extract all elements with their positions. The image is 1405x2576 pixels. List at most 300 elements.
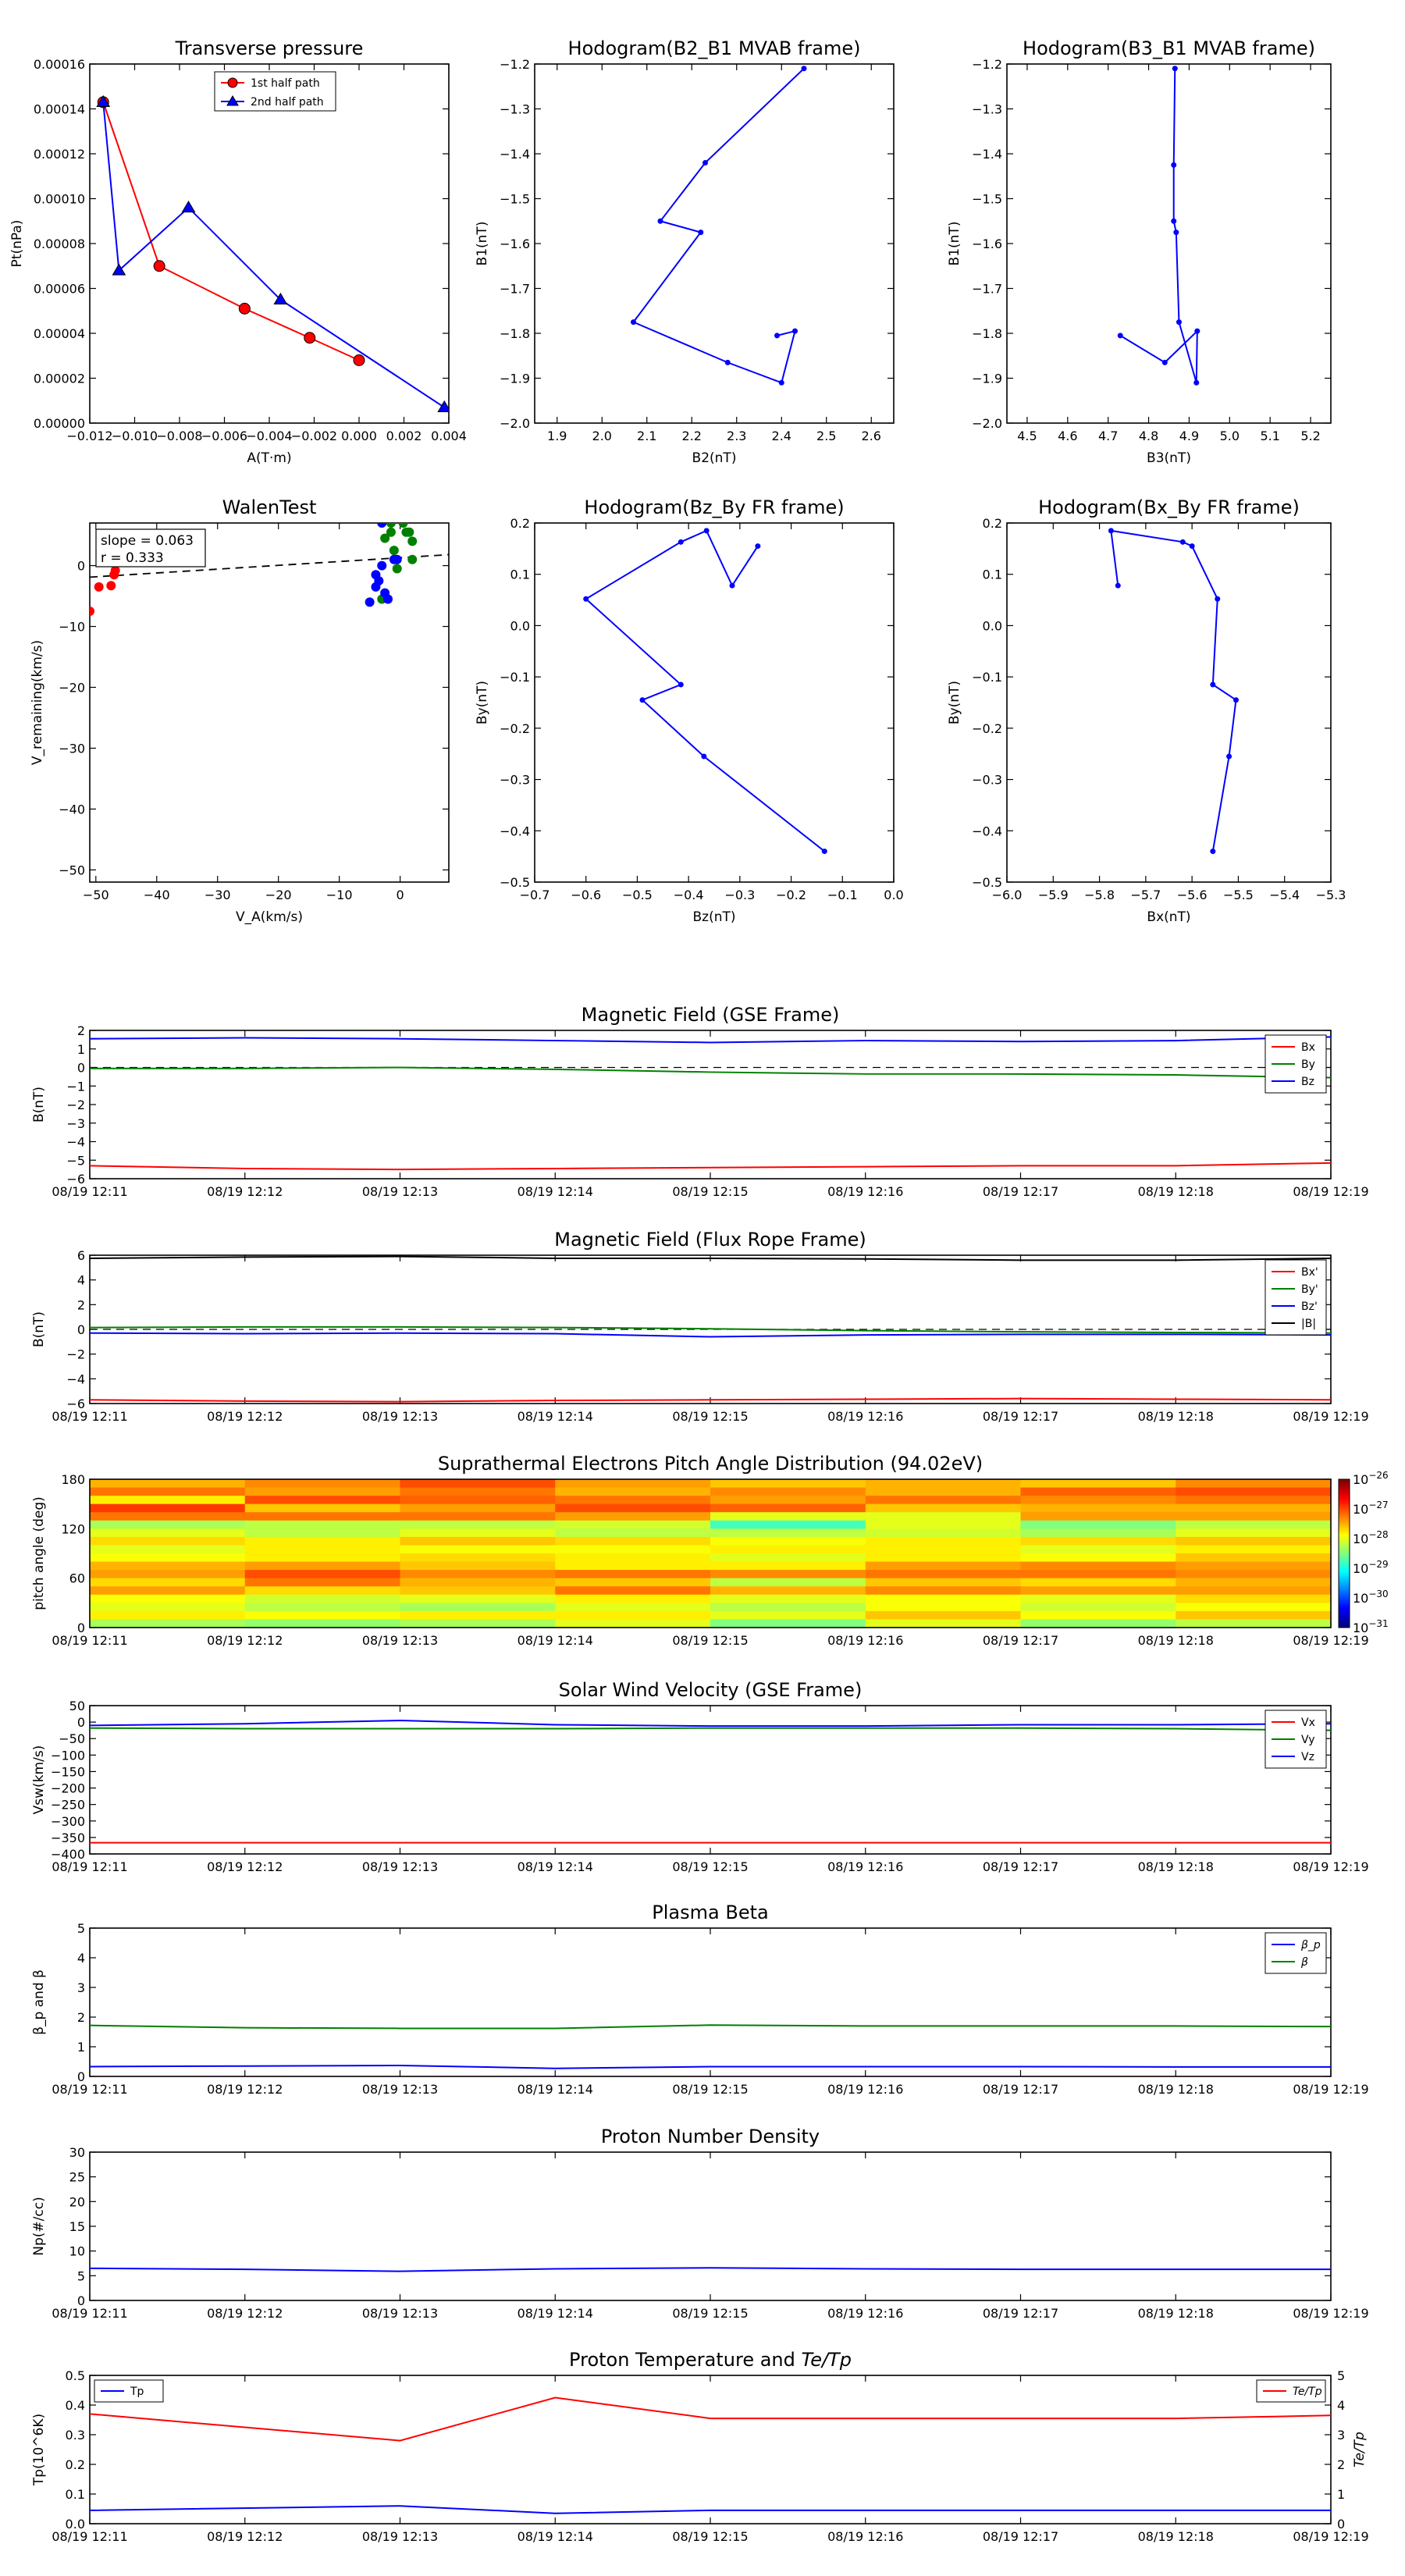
heatmap-cell [1021,1528,1176,1537]
y-axis-label: B(nT) [31,1086,47,1123]
colorbar-step [1339,1564,1350,1567]
colorbar-step [1339,1532,1350,1535]
colorbar-step [1339,1492,1350,1495]
plot-area [90,2398,1331,2514]
y-tick-label: −0.1 [500,670,530,685]
colorbar-step [1339,1494,1350,1497]
data-point [1194,329,1200,334]
y-tick-label: 180 [61,1472,85,1487]
x-tick-label: −0.002 [290,429,338,443]
heatmap-cell [90,1586,245,1595]
x-tick-label: 2.2 [681,429,702,443]
y-tick-label: 4 [76,1951,85,1966]
y-tick-label: −250 [51,1797,85,1813]
y-tick-label: −50 [59,863,85,878]
y-tick-label: −0.2 [972,720,1002,736]
chart-title: Suprathermal Electrons Pitch Angle Distribution (94.02eV) [437,1453,984,1475]
heatmap-cell [866,1570,1021,1578]
heatmap-cell [555,1537,710,1546]
x-tick-label: 5.1 [1260,429,1280,443]
series-line [90,1720,1331,1726]
colorbar-step [1339,1561,1350,1564]
y2-axis-label: Te/Tp [1352,2432,1368,2467]
heatmap-cell [1176,1528,1331,1537]
legend [1265,1933,1326,1973]
y-tick-label: −3 [66,1115,85,1131]
colorbar-step [1339,1558,1350,1561]
x-tick-label: 08/19 12:12 [207,2306,283,2321]
y-tick-label: 1 [76,1041,85,1057]
data-point [365,597,375,607]
heatmap-cell [1021,1603,1176,1611]
series-line [586,531,825,852]
colorbar-step [1339,1484,1350,1487]
heatmap-cell [866,1553,1021,1562]
heatmap-cell [1176,1595,1331,1603]
heatmap-cell [245,1537,400,1546]
x-tick-label: 08/19 12:11 [52,1859,128,1874]
y-tick-label: 2 [76,1023,85,1038]
heatmap-cell [1176,1496,1331,1504]
plot-area [90,2268,1331,2271]
chart-title: Magnetic Field (GSE Frame) [581,1004,840,1026]
chart-title: Solar Wind Velocity (GSE Frame) [558,1679,863,1701]
y-tick-label: 0.0 [65,2517,85,2532]
colorbar-step [1339,1514,1350,1517]
x-tick-label: 08/19 12:18 [1137,1633,1214,1648]
y-tick-label: −5 [66,1153,85,1169]
y-tick-label: −1.5 [500,191,530,207]
heatmap-cell [1021,1537,1176,1546]
y2-tick-label: 2 [1337,2457,1346,2472]
y-tick-label: 0.1 [510,567,530,582]
x-tick-label: 08/19 12:19 [1293,2306,1369,2321]
legend-label: Vx [1301,1717,1315,1729]
data-point [85,607,94,616]
legend [1265,1710,1326,1768]
series-line [90,2506,1331,2514]
y-tick-label: 0.1 [982,567,1002,582]
x-tick-label: 08/19 12:17 [982,1409,1059,1424]
heatmap-cell [555,1619,710,1628]
x-tick-label: 08/19 12:11 [52,2082,128,2097]
y-tick-label: −400 [51,1847,85,1862]
series-line [90,2268,1331,2271]
x-tick-label: 08/19 12:11 [52,1633,128,1648]
y-tick-label: −1.4 [972,147,1002,162]
colorbar-step [1339,1615,1350,1618]
x-axis-label: V_A(km/s) [235,909,304,925]
colorbar-step [1339,1511,1350,1514]
heatmap-cell [1021,1545,1176,1553]
plot-area [90,1037,1331,1169]
heatmap-cell [866,1488,1021,1496]
colorbar-step [1339,1581,1350,1584]
data-point [1190,543,1195,549]
x-tick-label: 0.0 [884,888,904,902]
colorbar-step [1339,1568,1350,1571]
colorbar-step [1339,1623,1350,1626]
heatmap-cell [1021,1553,1176,1562]
heatmap-cell [400,1619,556,1628]
heatmap-cell [555,1570,710,1578]
x-tick-label: 08/19 12:13 [361,1409,439,1424]
plot-frame [90,523,449,882]
y-tick-label: −1.6 [500,237,530,251]
x-tick-label: 08/19 12:18 [1137,2082,1214,2097]
x-tick-label: 5.2 [1300,429,1321,443]
y-tick-label: 0.00004 [33,326,85,341]
y-tick-label: 2 [76,1297,85,1313]
y-tick-label: −0.4 [972,824,1002,839]
chart-panel-3 [30,496,449,925]
x-tick-label: −5.3 [1315,888,1346,902]
y-tick-label: −6 [66,1172,85,1187]
plot-area [1118,66,1200,386]
heatmap-cell [90,1553,245,1562]
data-point [1171,219,1176,224]
heatmap-cell [1176,1504,1331,1513]
x-axis-label: Bx(nT) [1147,909,1191,925]
plot-frame [535,64,894,423]
data-point [239,303,250,314]
x-tick-label: 08/19 12:12 [207,2529,283,2544]
heatmap-cell [1021,1619,1176,1628]
y-tick-label: 0.00002 [33,371,85,386]
series-line [103,102,444,407]
heatmap-cell [245,1562,400,1571]
data-point [354,355,365,366]
legend-label: Te/Tp [1293,2386,1322,2398]
x-tick-label: 08/19 12:17 [982,2306,1059,2321]
y-axis-label: Vsw(km/s) [31,1745,47,1815]
y-tick-label: 0 [76,558,85,574]
heatmap-cell [400,1578,556,1587]
chart-title: Hodogram(Bz_By FR frame) [584,496,845,518]
x-tick-label: 08/19 12:16 [827,1633,904,1648]
legend-label: Bz [1301,1076,1314,1088]
series-line [90,1163,1331,1169]
x-tick-label: 08/19 12:18 [1137,2306,1214,2321]
y-tick-label: 0.00000 [33,416,85,431]
x-tick-label: 08/19 12:11 [52,2306,128,2321]
y-tick-label: 0.0 [982,618,1002,634]
data-point [725,360,731,365]
chart-panel-9 [31,1679,1369,1874]
y-tick-label: −1 [66,1079,85,1094]
y-tick-label: 0.00012 [33,147,85,162]
y-tick-label: 0.5 [65,2368,85,2383]
heatmap-cell [245,1521,400,1529]
heatmap-cell [555,1496,710,1504]
legend-label: Bx [1301,1041,1315,1054]
y2-tick-label: 1 [1337,2487,1346,2502]
x-tick-label: 08/19 12:16 [827,1184,904,1199]
heatmap-cell [1176,1521,1331,1529]
y-tick-label: 0.2 [982,516,1002,531]
y-tick-label: −30 [59,741,85,756]
heatmap-cell [710,1603,866,1611]
x-tick-label: −0.008 [156,429,203,443]
data-point [631,319,636,325]
x-tick-label: 08/19 12:19 [1293,1409,1369,1424]
data-point [380,533,389,543]
y-tick-label: −150 [51,1764,85,1780]
x-tick-label: −40 [143,888,170,902]
colorbar-step [1339,1528,1350,1532]
x-tick-label: 08/19 12:11 [52,1409,128,1424]
heatmap-cell [555,1504,710,1513]
y-tick-label: 120 [61,1521,85,1537]
x-tick-label: 08/19 12:18 [1137,2529,1214,2544]
data-point [407,536,417,546]
y-tick-label: 3 [76,1980,85,1995]
colorbar-step [1339,1521,1350,1525]
data-point [640,697,646,703]
data-point [383,594,393,603]
y-axis-label: Pt(nPa) [9,219,25,268]
heatmap-cell [1021,1595,1176,1603]
heatmap-cell [400,1595,556,1603]
heatmap-cell [555,1512,710,1521]
x-tick-label: 08/19 12:12 [207,1859,283,1874]
data-point [386,518,396,528]
y-tick-label: −1.5 [972,191,1002,207]
y-tick-label: −0.3 [972,772,1002,788]
plot-frame [90,1928,1331,2076]
x-tick-label: 08/19 12:11 [52,2529,128,2544]
x-tick-label: 08/19 12:17 [982,2529,1059,2544]
colorbar-step [1339,1610,1350,1614]
heatmap-cell [710,1479,866,1488]
heatmap-cell [1021,1512,1176,1521]
x-tick-label: 4.6 [1058,429,1078,443]
y-tick-label: 0.00008 [33,237,85,251]
chart-panel-2 [947,37,1331,466]
heatmap-cell [555,1578,710,1587]
y-tick-label: −4 [66,1372,85,1387]
chart-panel-5 [947,496,1346,925]
x-tick-label: 08/19 12:11 [52,1184,128,1199]
heatmap-cell [866,1595,1021,1603]
chart-title: WalenTest [222,496,317,518]
y-tick-label: −1.8 [500,326,530,341]
series-line [90,2025,1331,2028]
y-tick-label: 0 [76,1621,85,1635]
colorbar-step [1339,1596,1350,1599]
data-point [802,66,807,71]
colorbar-step [1339,1591,1350,1594]
data-point [702,160,708,165]
x-tick-label: 5.0 [1219,429,1240,443]
legend-label: 1st half path [251,77,320,90]
heatmap-cell [245,1528,400,1537]
y-tick-label: 0 [76,1322,85,1337]
data-point [678,682,684,688]
x-tick-label: 2.6 [861,429,881,443]
heatmap-cell [245,1488,400,1496]
heatmap-cell [245,1553,400,1562]
heatmap-cell [90,1595,245,1603]
colorbar-step [1339,1519,1350,1522]
chart-panel-10 [31,1902,1369,2097]
chart-panel-4 [475,496,904,925]
x-tick-label: 08/19 12:13 [361,2082,439,2097]
heatmap-cell [90,1521,245,1529]
plot-area [631,66,807,386]
y-tick-label: −0.4 [500,824,530,839]
y-tick-label: 6 [76,1248,85,1263]
colorbar-step [1339,1541,1350,1544]
x-tick-label: 08/19 12:16 [827,2529,904,2544]
x-tick-label: −10 [325,888,353,902]
plot-area [90,1257,1331,1402]
heatmap-cell [400,1496,556,1504]
data-point [1118,333,1123,338]
colorbar-tick-label: $10^{-29}$ [1353,1559,1389,1576]
series-line [90,1327,1331,1333]
colorbar-step [1339,1507,1350,1510]
data-point [774,333,780,338]
x-tick-label: −5.4 [1269,888,1300,902]
colorbar-step [1339,1588,1350,1591]
data-point [704,528,710,533]
y-tick-label: −100 [51,1748,85,1763]
x-tick-label: −0.3 [724,888,756,902]
x-tick-label: −0.5 [621,888,653,902]
x-tick-label: −50 [82,888,109,902]
heatmap-cell [90,1528,245,1537]
y-tick-label: −2 [66,1098,85,1112]
data-point [730,583,735,589]
colorbar-step [1339,1621,1350,1624]
data-point [698,229,703,235]
y-axis-label: β_p and β [31,1969,47,2035]
x-tick-label: 08/19 12:14 [517,1633,593,1648]
y-tick-label: 0.00010 [33,191,85,207]
colorbar-step [1339,1534,1350,1537]
heatmap-cell [90,1537,245,1546]
x-tick-label: −5.9 [1037,888,1069,902]
data-point [678,539,684,545]
heatmap-cell [400,1512,556,1521]
x-tick-label: 0.000 [341,429,377,443]
heatmap-cell [1176,1611,1331,1620]
legend-label: By [1301,1059,1315,1071]
y-tick-label: 0.2 [65,2457,85,2472]
y-tick-label: 25 [69,2169,85,2185]
chart-title: Plasma Beta [652,1902,769,1923]
annotation-text: slope = 0.063 [101,533,194,549]
heatmap-cell [90,1479,245,1488]
heatmap-cell [555,1528,710,1537]
data-point [1180,539,1186,545]
y-tick-label: 60 [69,1571,85,1586]
heatmap-cell [866,1562,1021,1571]
x-axis-label: A(T·m) [247,450,292,466]
colorbar-step [1339,1598,1350,1601]
plot-frame [1007,523,1331,882]
y-tick-label: 1 [76,2040,85,2055]
x-tick-label: 08/19 12:12 [207,1633,283,1648]
heatmap-cell [90,1611,245,1620]
heatmap-cell [866,1586,1021,1595]
colorbar-exponent: −30 [1368,1589,1389,1599]
y-tick-label: 5 [76,1921,85,1936]
colorbar-step [1339,1526,1350,1529]
x-tick-label: 08/19 12:12 [207,2082,283,2097]
heatmap-cell [400,1488,556,1496]
heatmap-cell [1021,1578,1176,1587]
x-tick-label: −0.006 [201,429,248,443]
x-tick-label: 08/19 12:19 [1293,1859,1369,1874]
heatmap-cell [1176,1479,1331,1488]
x-tick-label: −20 [265,888,292,902]
colorbar-step [1339,1613,1350,1616]
heatmap-cell [1176,1488,1331,1496]
x-tick-label: 08/19 12:14 [517,2082,593,2097]
y-tick-label: 0 [76,1715,85,1731]
x-tick-label: 08/19 12:15 [672,1633,749,1648]
y-tick-label: −1.9 [500,371,530,386]
data-point [658,219,663,224]
legend-label: Vz [1301,1751,1314,1763]
x-tick-label: 2.3 [727,429,747,443]
x-tick-label: 08/19 12:19 [1293,2529,1369,2544]
x-tick-label: 08/19 12:17 [982,1184,1059,1199]
legend-marker [228,78,237,87]
y2-tick-label: 5 [1337,2368,1346,2383]
series-line [90,1333,1331,1337]
data-point [404,528,414,537]
x-tick-label: 08/19 12:12 [207,1409,283,1424]
heatmap-cell [710,1512,866,1521]
heatmap-cell [90,1512,245,1521]
x-tick-label: −0.1 [827,888,858,902]
y-axis-label: pitch angle (deg) [31,1496,47,1610]
x-tick-label: 08/19 12:12 [207,1184,283,1199]
heatmap-cell [866,1504,1021,1513]
y-tick-label: 20 [69,2194,85,2210]
heatmap-cell [90,1496,245,1504]
colorbar-step [1339,1499,1350,1502]
x-tick-label: 08/19 12:19 [1293,2082,1369,2097]
x-tick-label: 2.4 [771,429,791,443]
heatmap-cell [866,1496,1021,1504]
data-point [1215,596,1220,602]
colorbar-exponent: −31 [1368,1618,1389,1629]
heatmap-cell [1176,1562,1331,1571]
plot-area [90,2025,1331,2068]
data-point [377,518,386,528]
y-tick-label: 0 [76,2293,85,2308]
y-tick-label: −0.3 [500,772,530,788]
x-tick-label: 08/19 12:19 [1293,1633,1369,1648]
data-point [1210,682,1215,688]
y-tick-label: −1.3 [500,101,530,117]
y-tick-label: 10 [69,2243,85,2259]
plot-frame [90,2152,1331,2300]
x-tick-label: −0.2 [776,888,807,902]
y-tick-label: −1.2 [972,57,1002,72]
heatmap-cell [245,1504,400,1513]
x-tick-label: −0.012 [66,429,113,443]
colorbar-step [1339,1553,1350,1557]
heatmap-cell [710,1562,866,1571]
heatmap-cell [1021,1562,1176,1571]
plot-frame [90,2375,1331,2524]
y-tick-label: −1.6 [972,237,1002,251]
